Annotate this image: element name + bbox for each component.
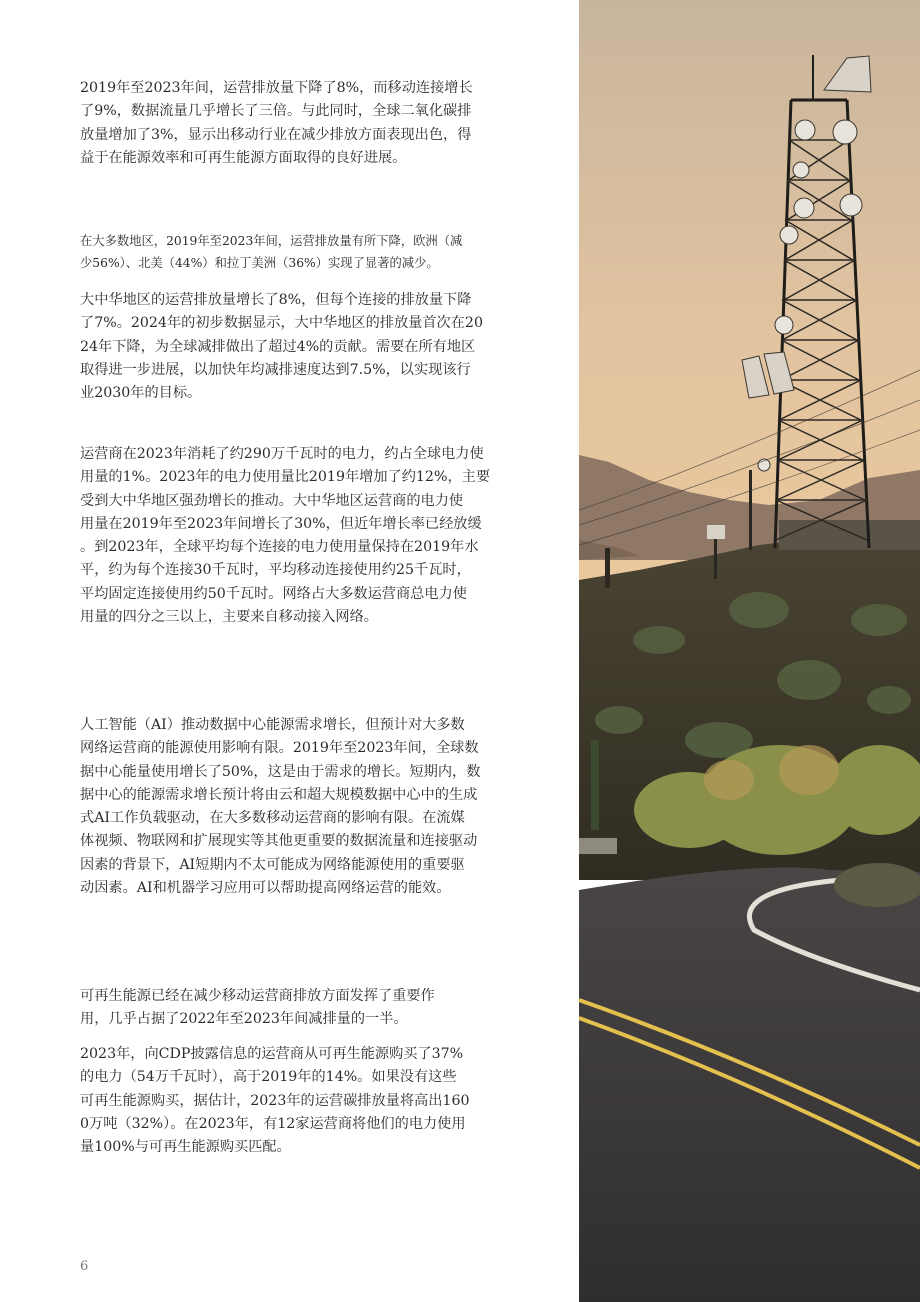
- paragraph-electricity-use: 运营商在2023年消耗了约290万千瓦时的电力，约占全球电力使 用量的1%。2023年的电力使用量比2019年增加了约12%，主要 受到大中华地区强劲增长的推动。大中华地区运营商的电力使 用量在2019年至2023年间增长了30%，但近年增长率已经放缓 。到2023年，全球平均每个连接的电力使用量保持在2019年水 平，约为每个连接30千瓦时，平均移动连接使用约25千瓦时， 平均固定连接使用约50千瓦时。网络占大多数运营商总电力使 用量的四分之三以上，主要来自移动接入网络。: [80, 446, 491, 626]
- page-number: 6: [80, 1259, 89, 1274]
- paragraph-renewables-intro: 可再生能源已经在减少移动运营商排放方面发挥了重要作 用，几乎占据了2022年至2023年间减排量的一半。: [80, 988, 435, 1028]
- tower-road-photo: [579, 0, 920, 1302]
- paragraph-emissions-overview: 2019年至2023年间，运营排放量下降了8%，而移动连接增长 了9%，数据流量几乎增长了三倍。与此同时，全球二氧化碳排 放量增加了3%，显示出移动行业在减少排放方面表现出色，得 益于在能源效率和可再生能源方面取得的良好进展。: [80, 80, 473, 166]
- paragraph-greater-china: 大中华地区的运营排放量增长了8%，但每个连接的排放量下降 了7%。2024年的初步数据显示，大中华地区的排放量首次在20 24年下降，为全球减排做出了超过4%的贡献。需要在所有地区 取得进一步进展，以加快年均减排速度达到7.5%，以实现该行 业2030年的目标。: [80, 292, 483, 402]
- paragraph-renewables-detail: 2023年，向CDP披露信息的运营商从可再生能源购买了37% 的电力（54万千瓦时），高于2019年的14%。如果没有这些 可再生能源购买，据估计，2023年的运营碳排放量将高出160 0万吨（32%）。在2023年，有12家运营商将他们的电力使用 量100%与可再生能源购买匹配。: [80, 1046, 470, 1156]
- photo-illustration: [579, 0, 920, 1302]
- paragraph-regional-reduction: 在大多数地区，2019年至2023年间，运营排放量有所下降，欧洲（减 少56%）、北美（44%）和拉丁美洲（36%）实现了显著的减少。: [80, 234, 463, 270]
- paragraph-ai-data-centers: 人工智能（AI）推动数据中心能源需求增长，但预计对大多数 网络运营商的能源使用影响有限。2019年至2023年间，全球数 据中心能量使用增长了50%，这是由于需求的增长。短期内，数 据中心的能源需求增长预计将由云和超大规模数据中心中的生成 式AI工作负载驱动，在大多数移动运营商的影响有限。在流媒 体视频、物联网和扩展现实等其他更重要的数据流量和连接驱动 因素的背景下，AI短期内不太可能成为网络能源使用的重要驱 动因素。AI和机器学习应用可以帮助提高网络运营的能效。: [80, 717, 481, 897]
